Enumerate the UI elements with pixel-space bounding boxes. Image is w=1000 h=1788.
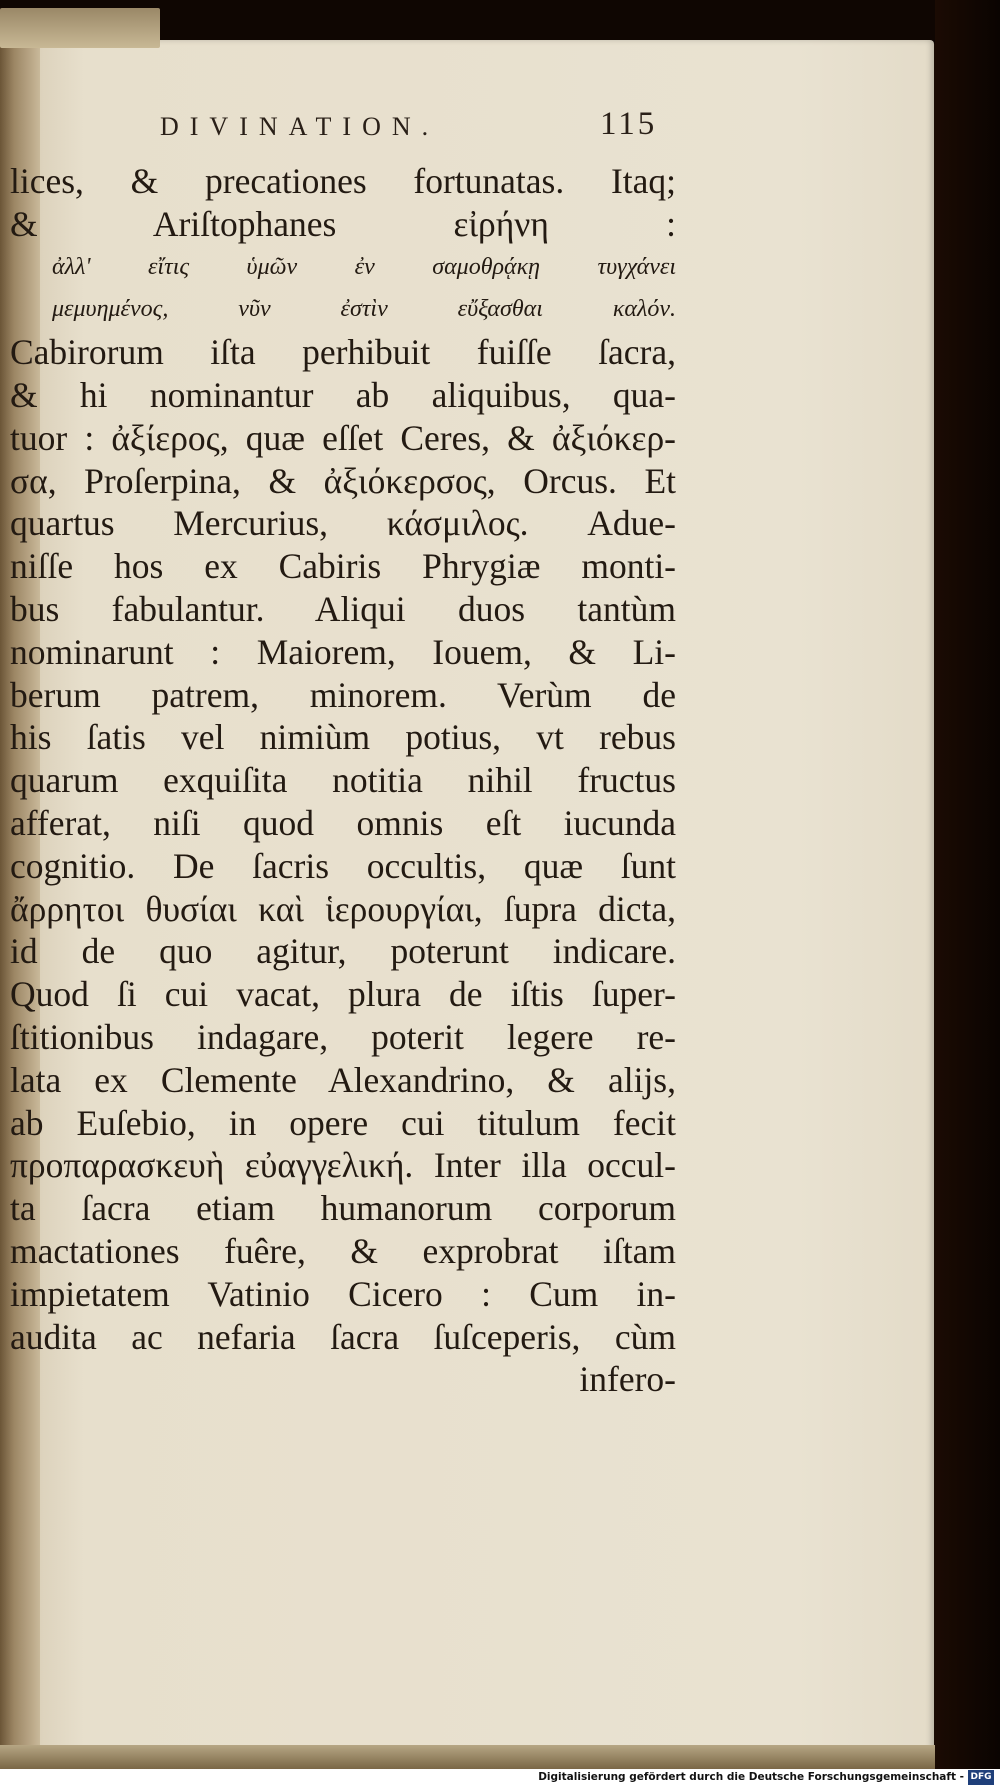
text-line: quarum exquiſita notitia nihil fructus [10,760,676,801]
text-line: tuor : ἀξίερος, quæ eſſet Ceres, & ἀξιόκερ- [10,417,676,458]
text-line: his ſatis vel nimiùm potius, vt rebus [10,717,676,758]
text-line: lata ex Clemente Alexandrino, & alijs, [10,1059,676,1100]
text-line: niſſe hos ex Cabiris Phrygiæ monti- [10,546,676,587]
text-line: nominarunt : Maiorem, Iouem, & Li- [10,631,676,672]
page-bottom-edge [0,1745,935,1769]
text-line: & Ariſtophanes εἰρήνη : [10,203,676,244]
digitization-credit: Digitalisierung gefördert durch die Deutsche Forschungsgemeinschaft - [538,1771,964,1783]
text-line: & hi nominantur ab aliquibus, qua- [10,374,676,415]
text-line: impietatem Vatinio Cicero : Cum in- [10,1273,676,1314]
text-line: cognitio. De ſacris occultis, quæ ſunt [10,845,676,886]
text-line: Cabirorum iſta perhibuit fuiſſe ſacra, [10,332,676,373]
text-line: ſtitionibus indagare, poterit legere re- [10,1016,676,1057]
text-line: quartus Mercurius, κάσμιλος. Adue- [10,503,676,544]
text-line: Quod ſi cui vacat, plura de iſtis ſuper- [10,974,676,1015]
running-head: DIVINATION. [160,112,440,141]
text-line: σα, Proſerpina, & ἀξιόκερσος, Orcus. Et [10,460,676,501]
dfg-logo: DFG [968,1770,994,1785]
text-line: id de quo agitur, poterunt indicare. [10,931,676,972]
page-number: 115 [600,106,658,142]
text-line: afferat, niſi quod omnis eſt iucunda [10,802,676,843]
body-text [10,160,676,1401]
text-line: lices, & precationes fortunatas. Itaq; [10,161,676,201]
text-line: ab Euſebio, in opere cui titulum fecit [10,1102,676,1143]
greek-verse-line: μεμυημένος, νῦν ἐστὶν εὔξασθαι καλόν. [52,296,676,323]
text-line: ἄρρητοι θυσίαι καὶ ἱερουργίαι, ſupra dicta, [10,888,676,929]
text-line: ta ſacra etiam humanorum corporum [10,1188,676,1229]
scan-background-right [935,0,1000,1788]
text-line: audita ac nefaria ſacra ſuſceperis, cùm [10,1316,676,1357]
binding-tab [0,8,160,48]
text-line: προπαρασκευὴ εὐαγγελική. Inter illa occul- [10,1145,676,1186]
catchword: infero- [579,1359,676,1400]
text-line: berum patrem, minorem. Verùm de [10,674,676,715]
text-line: bus fabulantur. Aliqui duos tantùm [10,588,676,629]
greek-verse-line: ἀλλ' εἴτις ὑμῶν ἐν σαμοθρᾴκῃ τυγχάνει [52,253,676,280]
text-line: mactationes fuêre, & exprobrat iſtam [10,1230,676,1271]
